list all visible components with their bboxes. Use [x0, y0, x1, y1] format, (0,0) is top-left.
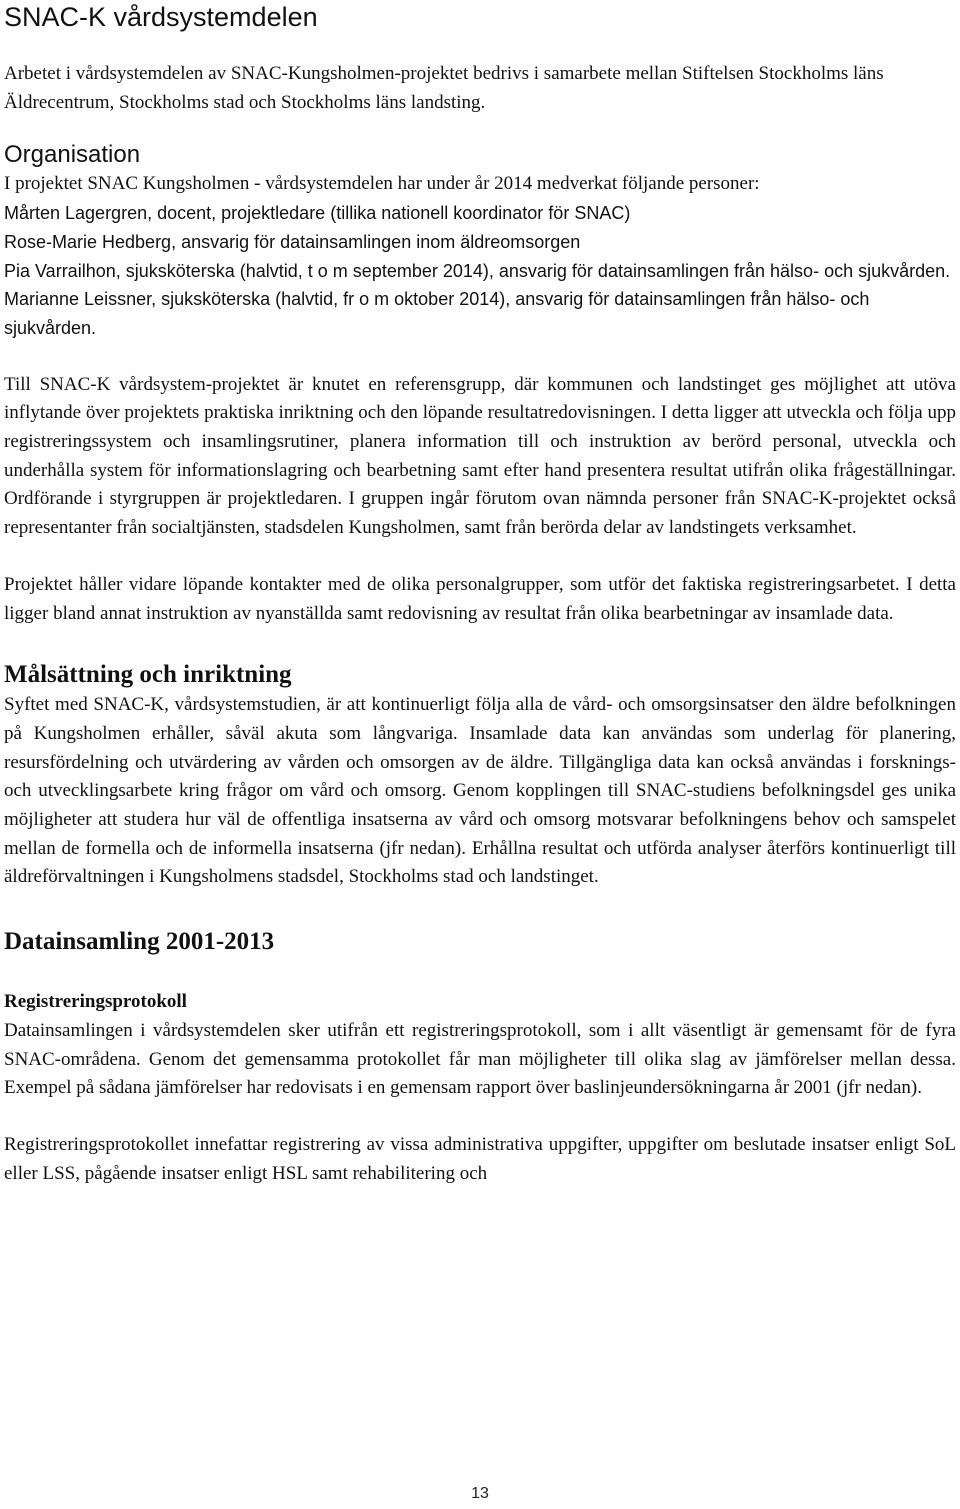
page-number: 13 [471, 1485, 489, 1502]
spacer [4, 628, 956, 659]
spacer [4, 343, 956, 371]
spacer [4, 892, 956, 926]
organisation-lead: I projektet SNAC Kungsholmen - vårdsystemdelen har under år 2014 medverkat följande personer: [4, 173, 760, 195]
intro-paragraph: Arbetet i vårdsystemdelen av SNAC-Kungsholmen-projektet bedrivs i samarbete mellan Stiftelsen Stockholms läns Äldrecentrum, Stockholms stad och Stockholms läns landsting. [4, 63, 884, 113]
document-page [4, 0, 956, 1188]
person-line: Rose-Marie Hedberg, ansvarig för datainsamlingen inom äldreomsorgen [4, 231, 581, 252]
person-line: Mårten Lagergren, docent, projektledare (tillika nationell koordinator för SNAC) [4, 203, 631, 224]
person-line: Marianne Leissner, sjuksköterska (halvtid, fr o m oktober 2014), ansvarig för datainsamlingen från hälso- och sjukvården. [4, 289, 870, 338]
protocol-subheading: Registreringsprotokoll [4, 991, 187, 1013]
reference-group-paragraph: Till SNAC-K vårdsystem-projektet är knutet en referensgrupp, där kommunen och landstinget ges möjlighet att utöva inflytande över projektets praktiska inriktning och den löpande resultatredovisningen. I detta ligger att utveckla och följa upp registreringssystem och insamlingsrutiner, planera information till och instruktion av berörd personal, utveckla och underhålla system för informationslagring och bearbetning samt efter hand presentera resultat utifrån olika frågeställningar. Ordförande i styrgruppen är projektledaren. I gruppen ingår förutom ovan nämnda personer från SNAC-K-projektet också representanter från socialtjänsten, stadsdelen Kungsholmen, samt från berörda delar av landstingets verksamhet. [4, 373, 956, 539]
spacer [4, 958, 956, 988]
spacer [4, 1103, 956, 1131]
spacer [4, 33, 956, 60]
organisation-heading: Organisation [4, 141, 141, 169]
person-line: Pia Varrailhon, sjuksköterska (halvtid, t o m september 2014), ansvarig för datainsamlingen från hälso- och sjukvården. [4, 260, 951, 281]
protocol-paragraph: Datainsamlingen i vårdsystemdelen sker utifrån ett registreringsprotokoll, som i allt väsentligt är gemensamt för de fyra SNAC-områdena. Genom det gemensamma protokollet får man möjligheter till olika slag av jämförelser mellan dessa. Exempel på sådana jämförelser har redovisats i en gemensam rapport över baslinjeundersökningarna år 2001 (jfr nedan). [4, 1019, 956, 1099]
protocol-content-paragraph: Registreringsprotokollet innefattar registrering av vissa administrativa uppgifter, uppgifter om beslutade insatser enligt SoL eller LSS, pågående insatser enligt HSL samt rehabilitering och [4, 1133, 956, 1184]
goals-heading: Målsättning och inriktning [4, 661, 292, 689]
goals-paragraph: Syftet med SNAC-K, vårdsystemstudien, är att kontinuerligt följa alla de vård- och omsorgsinsatser den äldre befolkningen på Kungsholmen erhåller, såväl akuta som långvariga. Insamlade data kan användas som underlag för planering, resursfördelning och utvärdering av vården och omsorgen av de äldre. Tillgängliga data kan också användas i forsknings- och utvecklingsarbete kring frågor om vård och omsorg. Genom kopplingen till SNAC-studiens befolkningsdel ges unika möjligheter att studera hur väl de offentliga insatserna av vård och omsorg motsvarar befolkningens behov och samspelet mellan de formella och de informella insatserna (jfr nedan). Erhållna resultat och utförda analyser återförs kontinuerligt till äldreförvaltningen i Kungsholmens stadsdel, Stockholms stad och landstinget. [4, 694, 956, 888]
page-title: SNAC-K vårdsystemdelen [4, 2, 318, 32]
spacer [4, 117, 956, 139]
spacer [4, 543, 956, 571]
data-collection-heading: Datainsamling 2001-2013 [4, 928, 275, 956]
contacts-paragraph: Projektet håller vidare löpande kontakter med de olika personalgrupper, som utför det faktiska registreringsarbetet. I detta ligger bland annat instruktion av nyanställda samt redovisning av resultat från olika bearbetningar av insamlade data. [4, 573, 956, 624]
